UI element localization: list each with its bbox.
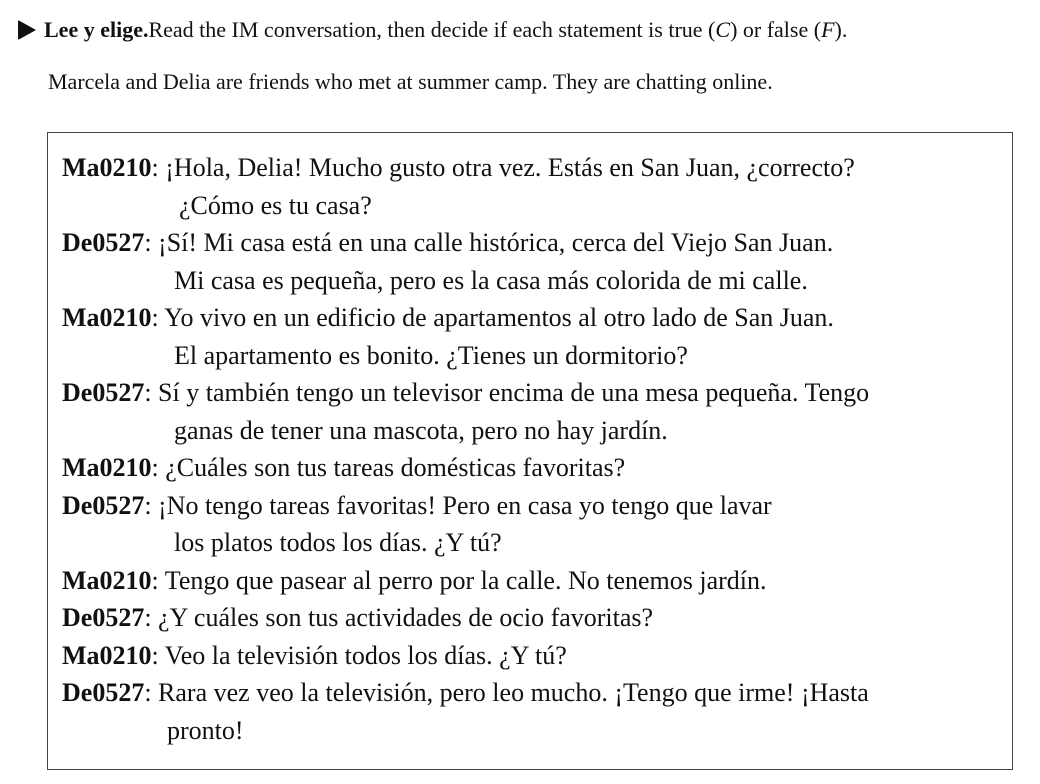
message-continuation: El apartamento es bonito. ¿Tienes un dormitorio?: [174, 340, 688, 370]
false-letter: F: [821, 17, 835, 42]
message: [62, 562, 1000, 600]
message-continuation: ¿Cómo es tu casa?: [179, 190, 372, 220]
instructions: [18, 16, 847, 44]
message-text: : ¿Cuáles son tus tareas domésticas favoritas?: [151, 453, 626, 482]
message-text: : ¡No tengo tareas favoritas! Pero en casa yo tengo que lavar: [144, 490, 772, 520]
instructions-text-2: ) or false (: [730, 17, 822, 42]
message: [62, 449, 1000, 487]
instructions-heading: Lee y elige.: [44, 17, 149, 42]
message-text: : Rara vez veo la televisión, pero leo mucho. ¡Tengo que irme! ¡Hasta: [144, 678, 869, 707]
message-continuation: Mi casa es pequeña, pero es la casa más colorida de mi calle.: [174, 265, 808, 295]
message-text: : Tengo que pasear al perro por la calle. No tenemos jardín.: [151, 565, 767, 595]
message: [62, 599, 1000, 637]
message: [62, 224, 1000, 299]
message-text: : Yo vivo en un edificio de apartamentos al otro lado de San Juan.: [151, 303, 834, 332]
message-text: : ¡Sí! Mi casa está en una calle histórica, cerca del Viejo San Juan.: [144, 228, 834, 257]
message: [62, 637, 1000, 675]
speaker-name: De0527: [62, 490, 145, 520]
message: [62, 487, 1000, 562]
speaker-name: Ma0210: [62, 153, 152, 182]
true-letter: C: [715, 17, 731, 42]
play-triangle-icon: [18, 20, 36, 40]
context-text: Marcela and Delia are friends who met at summer camp. They are chatting online.: [48, 69, 773, 94]
chat-box: [47, 132, 1013, 770]
message: [62, 674, 1000, 749]
speaker-name: De0527: [62, 678, 145, 707]
speaker-name: Ma0210: [62, 565, 152, 595]
message: [62, 299, 1000, 374]
message: [62, 374, 1000, 449]
speaker-name: Ma0210: [62, 640, 152, 670]
message-text: : ¿Y cuáles son tus actividades de ocio favoritas?: [144, 603, 654, 632]
speaker-name: Ma0210: [62, 453, 152, 482]
instructions-text-3: ).: [834, 17, 848, 42]
message: [62, 149, 1000, 224]
message-text: : Sí y también tengo un televisor encima de una mesa pequeña. Tengo: [144, 378, 870, 407]
message-continuation: pronto!: [167, 715, 244, 745]
speaker-name: De0527: [62, 378, 145, 407]
message-text: : Veo la televisión todos los días. ¿Y tú?: [151, 640, 567, 670]
message-text: : ¡Hola, Delia! Mucho gusto otra vez. Estás en San Juan, ¿correcto?: [151, 153, 855, 182]
message-continuation: los platos todos los días. ¿Y tú?: [174, 528, 502, 557]
speaker-name: De0527: [62, 603, 145, 632]
instructions-text-1: Read the IM conversation, then decide if each statement is true (: [148, 17, 716, 42]
message-continuation: ganas de tener una mascota, pero no hay jardín.: [174, 415, 668, 445]
speaker-name: Ma0210: [62, 303, 152, 332]
speaker-name: De0527: [62, 228, 145, 257]
